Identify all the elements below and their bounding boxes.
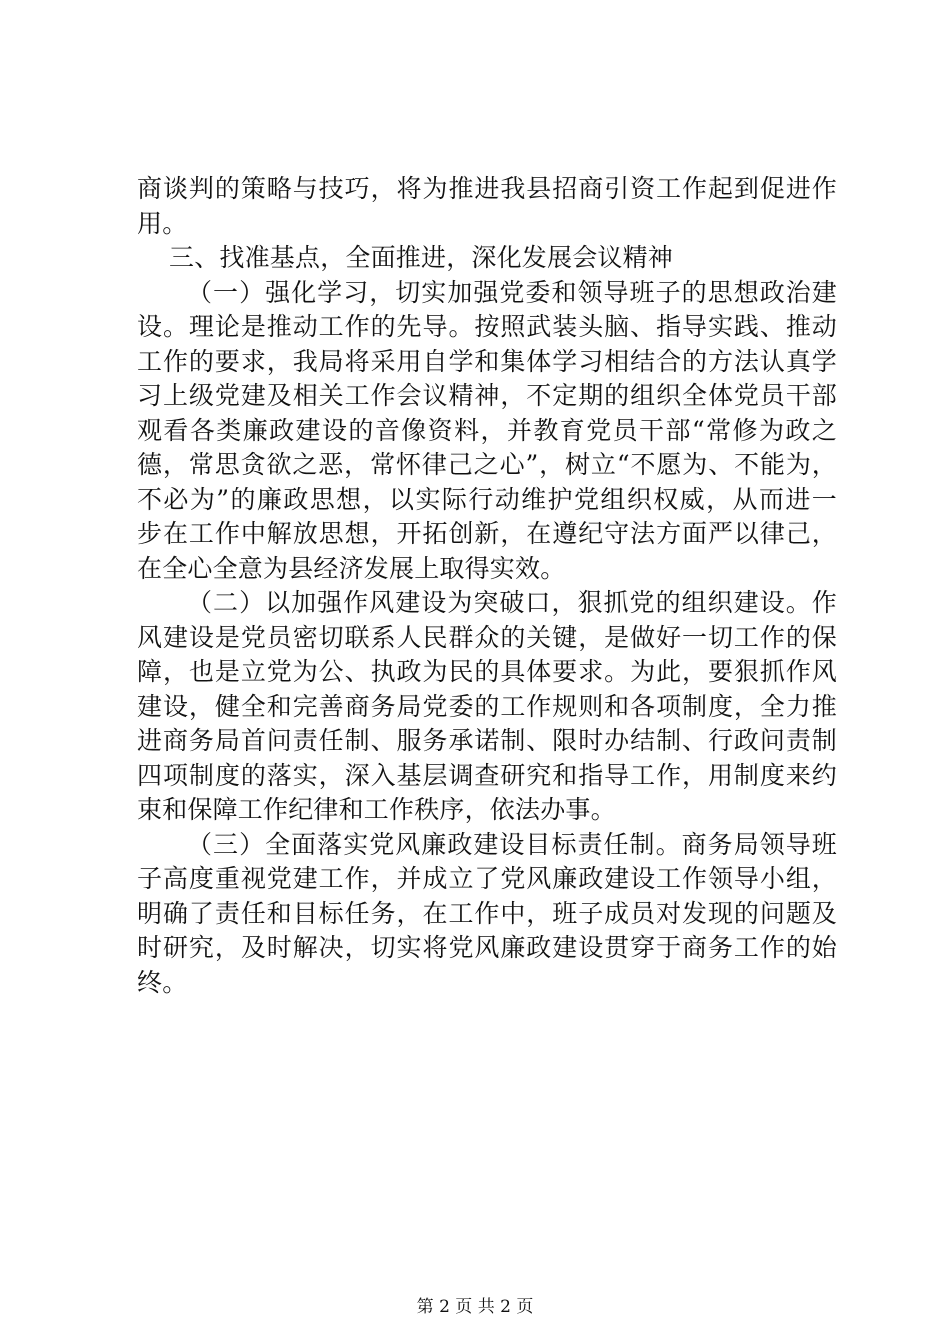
text-line: 不必为”的廉政思想，以实际行动维护党组织权威，从而进一 bbox=[137, 484, 837, 514]
text-line: 观看各类廉政建设的音像资料，并教育党员干部“常修为政之 bbox=[137, 415, 837, 445]
text-line: 时研究，及时解决，切实将党风廉政建设贯穿于商务工作的始 bbox=[137, 933, 837, 962]
text-line: 四项制度的落实，深入基层调查研究和指导工作，用制度来约 bbox=[137, 760, 837, 790]
document-body bbox=[137, 172, 837, 1000]
text-line: 子高度重视党建工作，并成立了党风廉政建设工作领导小组， bbox=[137, 864, 837, 893]
text-line: 终。 bbox=[137, 967, 188, 997]
text-line: 设。理论是推动工作的先导。按照武装头脑、指导实践、推动 bbox=[137, 312, 837, 341]
paragraph-first-line: （三）全面落实党风廉政建设目标责任制。商务局领导班 bbox=[187, 829, 837, 859]
section-heading: 三、找准基点，全面推进，深化发展会议精神 bbox=[169, 243, 674, 272]
text-line: 障，也是立党为公、执政为民的具体要求。为此，要狠抓作风 bbox=[137, 657, 837, 686]
text-line: 用。 bbox=[137, 208, 188, 238]
text-line: 束和保障工作纪律和工作秩序，依法办事。 bbox=[137, 795, 616, 824]
text-line: 商谈判的策略与技巧，将为推进我县招商引资工作起到促进作 bbox=[137, 174, 837, 203]
text-line: 习上级党建及相关工作会议精神，不定期的组织全体党员干部 bbox=[137, 381, 837, 410]
text-line: 建设，健全和完善商务局党委的工作规则和各项制度，全力推 bbox=[137, 691, 837, 721]
paragraph-first-line: （一）强化学习，切实加强党委和领导班子的思想政治建 bbox=[187, 277, 837, 307]
text-line: 在全心全意为县经济发展上取得实效。 bbox=[137, 553, 566, 583]
text-line: 德，常思贪欲之恶，常怀律己之心”，树立“不愿为、不能为， bbox=[137, 450, 837, 479]
text-line: 步在工作中解放思想，开拓创新，在遵纪守法方面严以律己， bbox=[137, 519, 837, 548]
text-line: 工作的要求，我局将采用自学和集体学习相结合的方法认真学 bbox=[137, 346, 837, 376]
text-line: 风建设是党员密切联系人民群众的关键，是做好一切工作的保 bbox=[137, 622, 837, 652]
paragraph-first-line: （二）以加强作风建设为突破口，狠抓党的组织建设。作 bbox=[187, 588, 837, 617]
text-line: 进商务局首问责任制、服务承诺制、限时办结制、行政问责制 bbox=[137, 726, 837, 755]
page-footer: 第 2 页 共 2 页 bbox=[416, 1297, 534, 1317]
text-line: 明确了责任和目标任务，在工作中，班子成员对发现的问题及 bbox=[137, 898, 837, 928]
